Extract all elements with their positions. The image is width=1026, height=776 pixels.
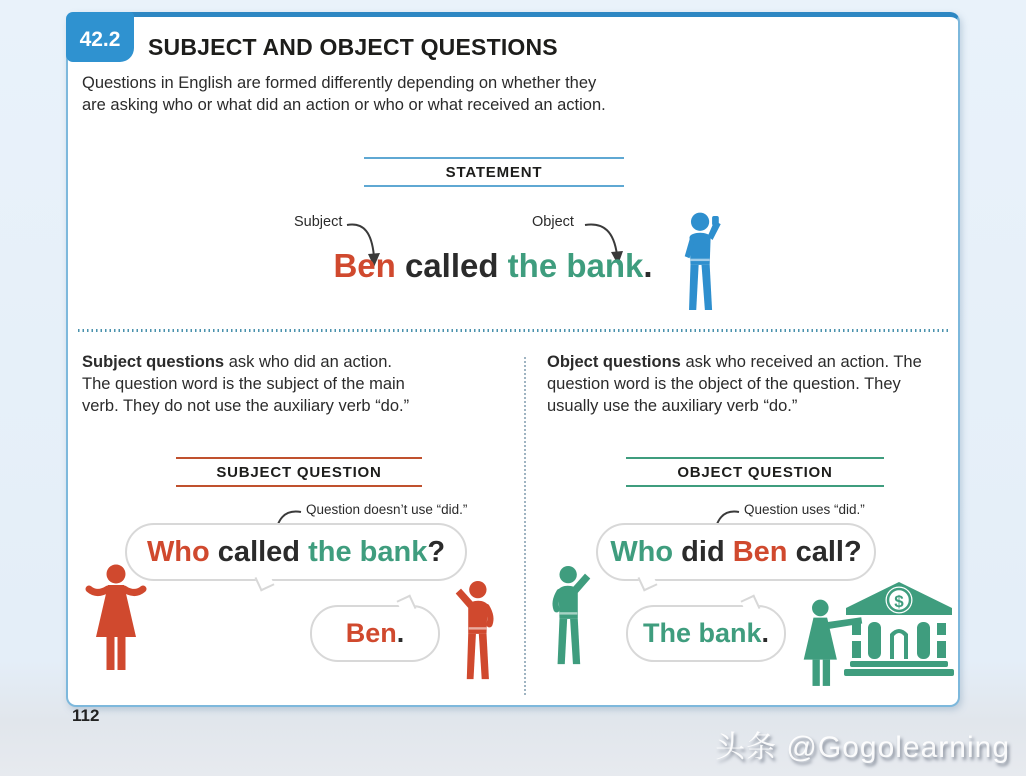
bubble-tail bbox=[741, 595, 761, 615]
subject-answer-period: . bbox=[396, 618, 405, 648]
raising-hand-man-teal-icon bbox=[546, 563, 598, 671]
lesson-title: SUBJECT AND OBJECT QUESTIONS bbox=[148, 34, 558, 60]
lesson-number-badge: 42.2 bbox=[66, 12, 134, 62]
subject-question-heading bbox=[176, 457, 422, 487]
dollar-sign: $ bbox=[894, 592, 904, 611]
statement-heading bbox=[364, 157, 624, 187]
subject-para-line-2: The question word is the subject of the main bbox=[82, 374, 405, 393]
statement-heading-label: STATEMENT bbox=[445, 164, 543, 181]
subject-questions-paragraph bbox=[82, 352, 409, 418]
subject-question-verb: called bbox=[209, 535, 309, 568]
subject-para-line-1 bbox=[82, 352, 409, 374]
object-para-line-1-rest: ask who received an action. The bbox=[680, 353, 922, 371]
object-answer-bubble bbox=[626, 605, 786, 662]
subject-question-heading-label: SUBJECT QUESTION bbox=[216, 464, 382, 481]
sentence-verb: called bbox=[395, 247, 508, 284]
subject-question-bubble bbox=[125, 523, 467, 581]
intro-line-2: are asking who or what did an action or who or what received an action. bbox=[82, 95, 606, 114]
object-answer-text: The bank bbox=[642, 618, 762, 648]
raising-hand-man-red-icon bbox=[448, 579, 500, 685]
object-label: Object bbox=[532, 214, 574, 230]
subject-questions-term: Subject questions bbox=[82, 353, 225, 371]
subject-question-who: Who bbox=[146, 535, 210, 568]
intro-line-1: Questions in English are formed differently depending on whether they bbox=[82, 74, 597, 92]
bubble-tail bbox=[397, 595, 417, 615]
object-question-did: did bbox=[673, 535, 733, 568]
object-para-line-3: usually use the auxiliary verb “do.” bbox=[547, 396, 798, 415]
calling-man-icon bbox=[678, 211, 726, 315]
object-question-verb: call bbox=[787, 535, 844, 568]
statement-sentence bbox=[258, 247, 728, 285]
subject-label: Subject bbox=[294, 214, 343, 230]
object-questions-paragraph bbox=[547, 352, 922, 418]
object-answer-period: . bbox=[761, 618, 770, 648]
lesson-card bbox=[66, 12, 960, 707]
shrugging-woman-icon bbox=[78, 563, 154, 675]
watermark: 头条 @Gogolearning bbox=[715, 731, 1010, 764]
object-question-heading-label: OBJECT QUESTION bbox=[677, 464, 833, 481]
bubble-tail bbox=[638, 572, 658, 592]
subject-answer-name: Ben bbox=[345, 618, 397, 648]
object-questions-term: Object questions bbox=[547, 353, 681, 371]
page-number: 112 bbox=[72, 706, 100, 725]
subject-question-object: the bank bbox=[308, 535, 428, 568]
bank-building-icon bbox=[843, 581, 955, 677]
object-para-line-2: question word is the object of the question. They bbox=[547, 374, 901, 393]
object-question-bubble bbox=[596, 523, 876, 581]
object-question-mark: ? bbox=[843, 535, 862, 568]
sentence-subject: Ben bbox=[333, 247, 396, 284]
lesson-intro bbox=[82, 73, 606, 117]
sentence-object: the bank bbox=[507, 247, 644, 284]
object-para-line-1 bbox=[547, 352, 922, 374]
dotted-divider bbox=[78, 329, 948, 332]
subject-question-mark: ? bbox=[427, 535, 446, 568]
sentence-period: . bbox=[643, 247, 653, 284]
no-did-annotation: Question doesn’t use “did.” bbox=[306, 502, 468, 517]
object-question-name: Ben bbox=[732, 535, 788, 568]
bubble-tail bbox=[255, 572, 275, 592]
subject-para-line-1-rest: ask who did an action. bbox=[224, 353, 392, 371]
subject-answer-bubble bbox=[310, 605, 440, 662]
object-question-who: Who bbox=[610, 535, 674, 568]
object-question-heading bbox=[626, 457, 884, 487]
did-annotation: Question uses “did.” bbox=[744, 502, 865, 517]
subject-para-line-3: verb. They do not use the auxiliary verb “do.” bbox=[82, 396, 410, 415]
column-divider bbox=[524, 357, 526, 695]
